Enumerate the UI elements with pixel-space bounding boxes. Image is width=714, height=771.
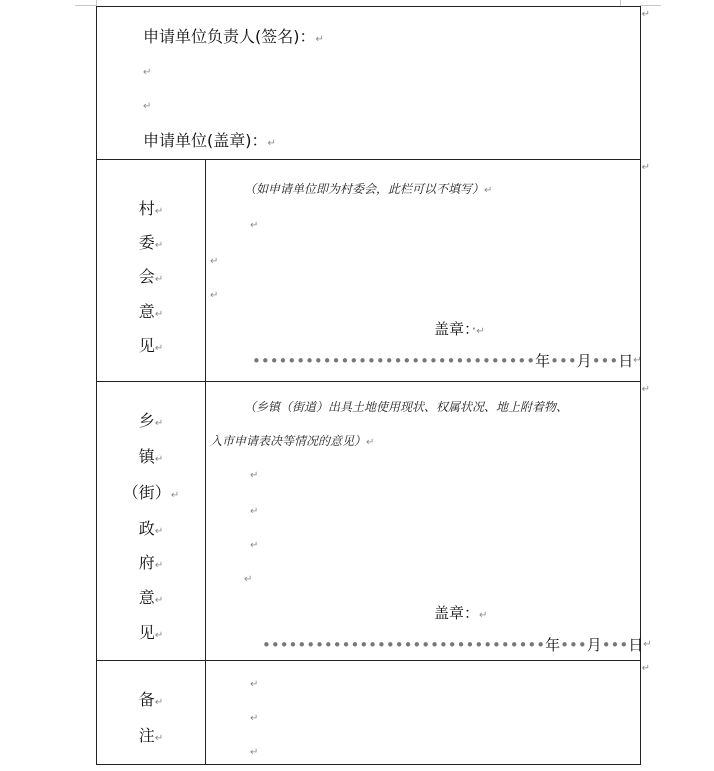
row-end-mark: ↵ — [641, 384, 650, 395]
village-seal-label: 盖章： — [434, 320, 472, 338]
paragraph-mark: ↵ — [250, 540, 259, 551]
paragraph-mark: ↵ — [250, 747, 259, 758]
village-seal-line: 盖章：·↵ — [434, 320, 485, 338]
signature-line — [143, 24, 324, 47]
paragraph-mark: ↵ — [250, 470, 259, 481]
township-date-line: •••••••••••••••••••••••••••••••• 年 ••• 月 ••• 日 ↵ — [262, 635, 652, 654]
seal-line — [143, 128, 276, 151]
township-label-char: 见↵ — [138, 623, 164, 642]
paragraph-mark: ↵ — [250, 220, 259, 231]
paragraph-mark: ↵ — [244, 574, 253, 585]
village-label-char: 意↵ — [138, 302, 164, 321]
village-opinion-cell[interactable] — [206, 160, 650, 382]
paragraph-mark: ↵ — [143, 101, 152, 112]
signature-label: 申请单位负责人(签名)： — [143, 27, 316, 46]
township-date-month: 月 — [586, 636, 602, 654]
village-label-cell — [97, 160, 206, 382]
village-label-char: 会↵ — [138, 267, 164, 286]
remarks-content-cell[interactable] — [206, 661, 650, 765]
township-label-char: 政↵ — [138, 519, 164, 538]
paragraph-mark: ↵ — [267, 138, 276, 149]
township-date-year: 年 — [545, 636, 561, 654]
paragraph-mark: ↵ — [250, 679, 259, 690]
remarks-label-char: 备↵ — [138, 690, 164, 709]
township-seal-label: 盖章： — [434, 604, 480, 622]
township-label-char: 意↵ — [138, 588, 164, 607]
village-date-day: 日 — [618, 352, 634, 370]
township-date-day: 日 — [628, 636, 644, 654]
paragraph-mark: ↵ — [250, 506, 259, 517]
row-end-mark: ↵ — [641, 9, 650, 20]
applicant-cell[interactable] — [97, 7, 650, 160]
village-label-char: 见↵ — [138, 336, 164, 355]
applicant-seal-label: 申请单位(盖章)： — [143, 131, 268, 150]
page-margin-guide-top — [75, 5, 96, 6]
village-date-line: •••••••••••••••••••••••••••••••• 年 ••• 月 ••• 日 ↵ — [252, 351, 642, 370]
township-opinion-cell[interactable] — [206, 382, 652, 661]
row-end-mark: ↵ — [641, 162, 650, 173]
paragraph-mark: ↵ — [250, 713, 259, 724]
township-hint-line-1: （乡镇（街道）出具土地使用现状、权属状况、地上附着物、 — [244, 400, 569, 414]
remarks-label-char: 注↵ — [138, 726, 164, 745]
township-label-char: （街）↵ — [122, 483, 180, 502]
township-label-char: 府↵ — [138, 553, 164, 572]
township-seal-line: 盖章：↵ — [434, 604, 488, 622]
remarks-row — [97, 661, 641, 765]
township-row — [97, 382, 641, 661]
village-row — [97, 160, 641, 382]
township-hint-line-2: 入市申请表决等情况的意见）↵ — [210, 434, 375, 448]
paragraph-mark: ↵ — [210, 256, 219, 267]
row-end-mark: ↵ — [641, 663, 650, 674]
village-label-char: 村↵ — [138, 199, 164, 218]
township-label-char: 乡↵ — [138, 411, 164, 430]
township-label-cell — [97, 382, 206, 661]
paragraph-mark: ↵ — [315, 34, 324, 45]
paragraph-mark: ↵ — [143, 67, 152, 78]
remarks-label-cell — [97, 661, 206, 765]
village-hint: （如申请单位即为村委会，此栏可以不填写）↵ — [244, 182, 493, 196]
village-date-year: 年 — [535, 352, 551, 370]
page-margin-guide-top-right — [640, 5, 661, 6]
approval-form-table — [96, 6, 652, 765]
village-label-char: 委↵ — [138, 233, 164, 252]
paragraph-mark: ↵ — [210, 290, 219, 301]
applicant-row — [97, 7, 641, 160]
township-label-char: 镇↵ — [138, 447, 164, 466]
village-date-month: 月 — [576, 352, 592, 370]
